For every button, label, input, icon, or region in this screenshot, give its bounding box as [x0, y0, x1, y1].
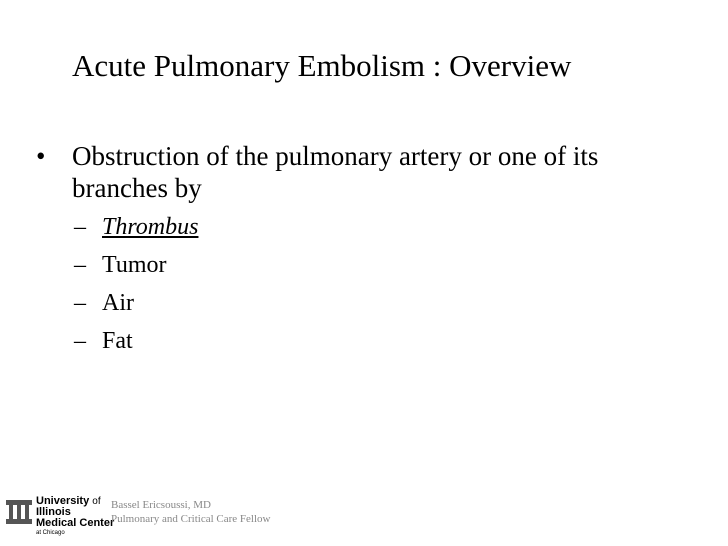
footer-author: Bassel Ericsoussi, MD: [111, 499, 211, 511]
slide-title: Acute Pulmonary Embolism : Overview: [72, 48, 572, 83]
logo-of: of: [92, 496, 101, 507]
sub-item-text: Air: [102, 290, 134, 316]
logo-line-4: at Chicago: [36, 530, 65, 536]
sub-item-tumor: [74, 250, 166, 280]
sub-item-thrombus: [74, 212, 198, 242]
footer-role: Pulmonary and Critical Care Fellow: [111, 513, 271, 525]
sub-item-dash: –: [74, 328, 86, 354]
university-logo-text: [36, 496, 114, 537]
sub-item-dash: –: [74, 290, 86, 316]
sub-item-fat: [74, 326, 133, 356]
sub-item-dash: –: [74, 252, 86, 278]
sub-item-dash: –: [74, 214, 86, 240]
university-logo-icon: [4, 499, 34, 525]
sub-item-air: [74, 288, 134, 318]
logo-line-1: University: [36, 495, 90, 507]
footer-info: [111, 498, 270, 526]
sub-item-text: Thrombus: [102, 214, 199, 240]
bullet-marker: •: [36, 141, 46, 171]
sub-item-text: Fat: [102, 328, 133, 354]
bullet-text: Obstruction of the pulmonary artery or one of its branches by: [72, 141, 599, 203]
logo-line-3: Medical Center: [36, 517, 115, 529]
logo-line-2: Illinois: [36, 506, 71, 518]
sub-item-text: Tumor: [102, 252, 167, 278]
